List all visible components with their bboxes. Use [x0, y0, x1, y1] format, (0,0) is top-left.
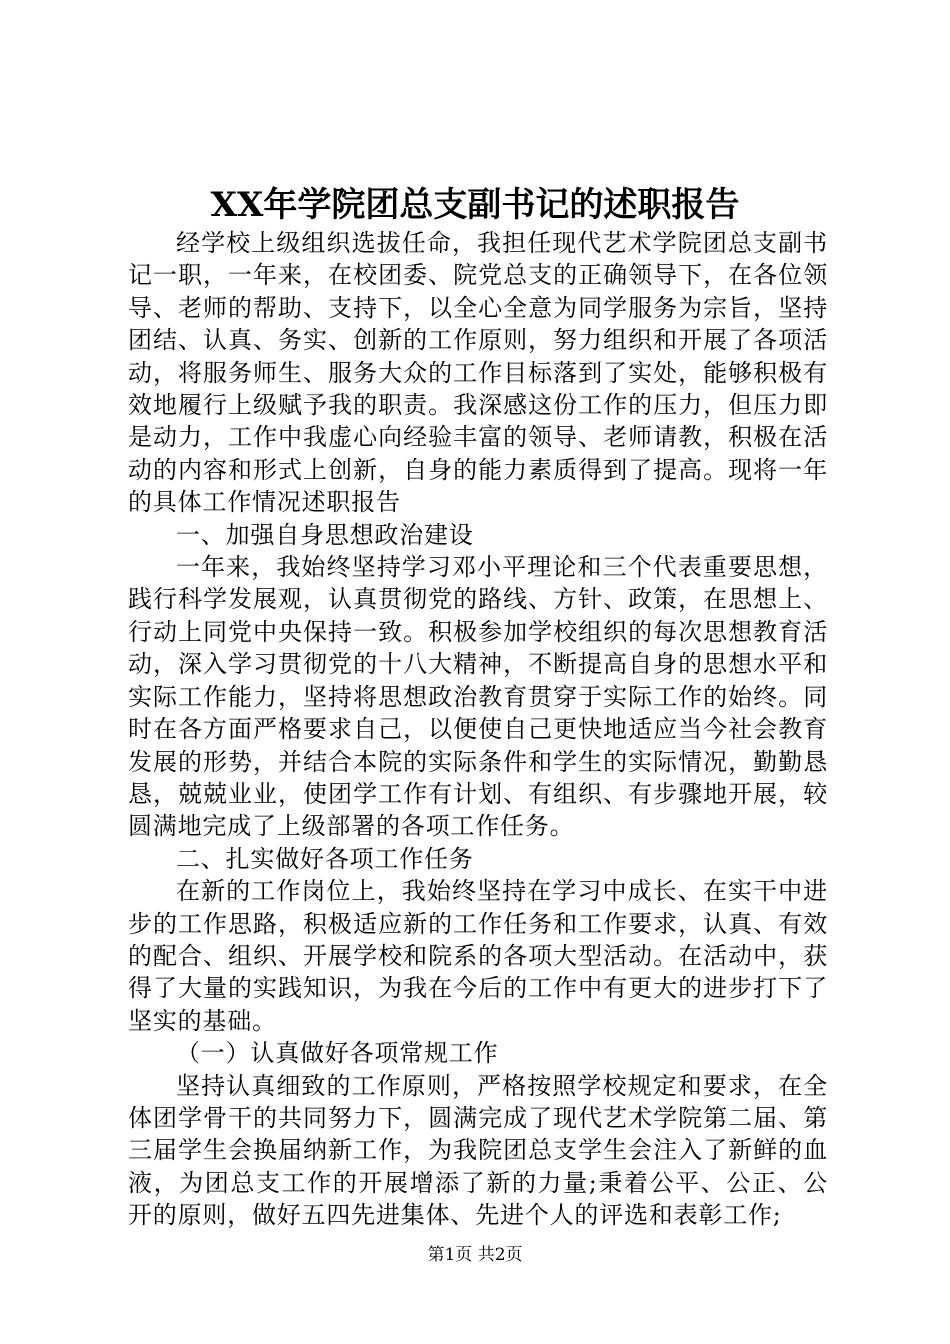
document-title: XX年学院团总支副书记的述职报告 [210, 184, 740, 225]
page-footer: 第1页 共2页 [427, 1245, 523, 1265]
subsection-heading-1: （一）认真做好各项常规工作 [176, 1039, 499, 1068]
paragraph-section-1: 一年来，我始终坚持学习邓小平理论和三个代表重要思想，践行科学发展观，认真贯彻党的路线、方针、政策，在思想上、行动上同党中央保持一致。积极参加学校组织的每次思想教育活动，深入学习贯彻党的十八大精神，不断提高自身的思想水平和实际工作能力，坚持将思想政治教育贯穿于实际工作的始终。同时在各方面严格要求自己，以便使自己更快地适应当今社会教育发展的形势，并结合本院的实际条件和学生的实际情况，勤勤恳恳，兢兢业业，使团学工作有计划、有组织、有步骤地开展，较圆满地完成了上级部署的各项工作任务。 [128, 553, 828, 841]
section-heading-1: 一、加强自身思想政治建设 [176, 520, 474, 549]
paragraph-intro: 经学校上级组织选拔任命，我担任现代艺术学院团总支副书记一职，一年来，在校团委、院党总支的正确领导下，在各位领导、老师的帮助、支持下，以全心全意为同学服务为宗旨，坚持团结、认真、务实、创新的工作原则，努力组织和开展了各项活动，将服务师生、服务大众的工作目标落到了实处，能够积极有效地履行上级赋予我的职责。我深感这份工作的压力，但压力即是动力，工作中我虚心向经验丰富的领导、老师请教，积极在活动的内容和形式上创新，自身的能力素质得到了提高。现将一年的具体工作情况述职报告 [128, 229, 828, 517]
paragraph-section-2: 在新的工作岗位上，我始终坚持在学习中成长、在实干中进步的工作思路，积极适应新的工作任务和工作要求，认真、有效的配合、组织、开展学校和院系的各项大型活动。在活动中，获得了大量的实践知识，为我在今后的工作中有更大的进步打下了坚实的基础。 [128, 877, 828, 1035]
paragraph-subsection-1: 坚持认真细致的工作原则，严格按照学校规定和要求，在全体团学骨干的共同努力下，圆满完成了现代艺术学院第二届、第三届学生会换届纳新工作，为我院团总支学生会注入了新鲜的血液，为团总支工作的开展增添了新的力量;秉着公平、公正、公开的原则，做好五四先进集体、先进个人的评选和表彰工作; [128, 1071, 828, 1230]
document-body [128, 227, 828, 1232]
section-heading-2: 二、扎实做好各项工作任务 [176, 844, 474, 873]
